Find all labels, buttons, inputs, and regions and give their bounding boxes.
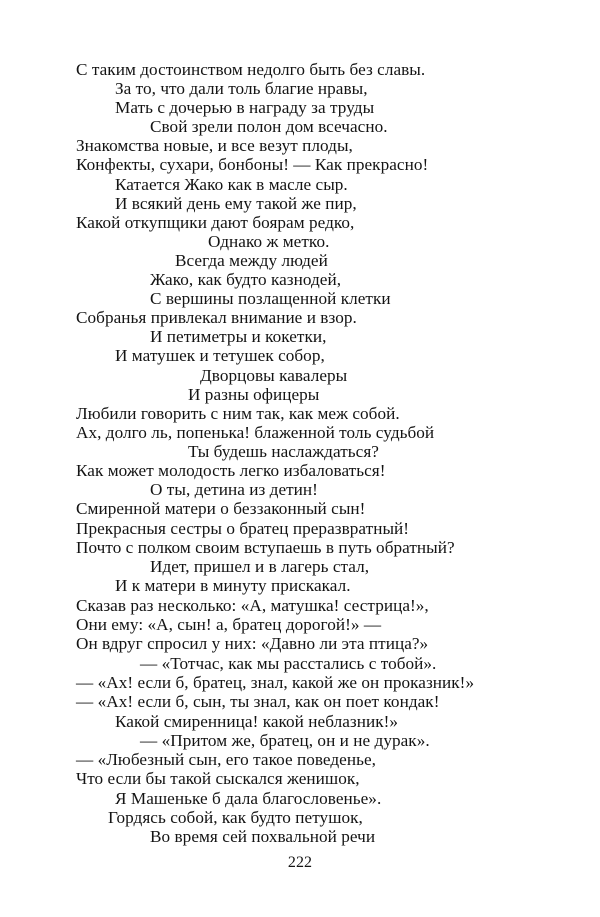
verse-line: Мать с дочерью в награду за труды xyxy=(115,98,375,118)
verse-line: Как может молодость легко избаловаться! xyxy=(76,460,386,480)
verse-line: Катается Жако как в масле сыр. xyxy=(115,174,348,194)
verse-line: Свой зрели полон дом всечасно. xyxy=(150,117,388,137)
verse-line: С вершины позлащенной клетки xyxy=(150,289,391,309)
verse-line: Почто с полком своим вступаешь в путь обратный? xyxy=(76,537,455,557)
verse-line: Какой откупщики дают боярам редко, xyxy=(76,212,355,232)
verse-line: Однако ж метко. xyxy=(208,231,330,251)
verse-line: Что если бы такой сыскался женишок, xyxy=(76,769,360,789)
verse-line: О ты, детина из детин! xyxy=(150,480,318,499)
stanza-1 xyxy=(0,60,600,480)
verse-line: Во время сей похвальной речи xyxy=(150,827,376,847)
verse-line: Смиренной матери о беззаконный сын! xyxy=(76,499,366,519)
verse-line: Он вдруг спросил у них: «Давно ли эта птица?» xyxy=(76,634,429,654)
verse-line: Всегда между людей xyxy=(175,250,328,270)
verse-line: Гордясь собой, как будто петушок, xyxy=(108,808,363,828)
verse-line: Идет, пришел и в лагерь стал, xyxy=(150,557,370,577)
verse-line: За то, что дали толь благие нравы, xyxy=(115,79,368,99)
verse-line: И разны офицеры xyxy=(188,384,320,404)
verse-line: Прекрасныя сестры о братец преразвратный! xyxy=(76,518,410,538)
stanza-2 xyxy=(0,480,600,847)
verse-line: — «Тотчас, как мы расстались с тобой». xyxy=(140,653,437,673)
verse-line: Собранья привлекал внимание и взор. xyxy=(76,308,357,328)
verse-line: Они ему: «А, сын! а, братец дорогой!» — xyxy=(76,615,382,635)
verse-line: Ах, долго ль, попенька! блаженной толь судьбой xyxy=(76,422,435,442)
verse-line: И к матери в минуту прискакал. xyxy=(115,576,351,596)
verse-line: Жако, как будто казнодей, xyxy=(150,270,342,290)
verse-line: — «Ах! если б, братец, знал, какой же он проказник!» xyxy=(76,672,475,692)
verse-line: Любили говорить с ним так, как меж собой. xyxy=(76,403,400,423)
verse-line: И петиметры и кокетки, xyxy=(150,327,327,347)
verse-line: Знакомства новые, и все везут плоды, xyxy=(76,136,353,156)
verse-line: Какой смиренница! какой неблазник!» xyxy=(115,711,399,731)
verse-line: И всякий день ему такой же пир, xyxy=(115,193,357,213)
page-number: 222 xyxy=(287,854,313,871)
verse-line: — «Ах! если б, сын, ты знал, как он поет кондак! xyxy=(76,692,440,712)
verse-line: Я Машеньке б дала благословенье». xyxy=(115,788,382,808)
verse-line: Ты будешь наслаждаться? xyxy=(188,441,379,461)
verse-line: Сказав раз несколько: «А, матушка! сестрица!», xyxy=(76,595,429,615)
verse-line: — «Любезный сын, его такое поведенье, xyxy=(76,750,377,770)
verse-line: — «Притом же, братец, он и не дурак». xyxy=(140,730,430,750)
verse-line: С таким достоинством недолго быть без славы. xyxy=(76,60,426,79)
verse-line: Конфекты, сухари, бонбоны! — Как прекрасно! xyxy=(76,155,429,175)
verse-line: Дворцовы кавалеры xyxy=(200,365,348,385)
verse-line: И матушек и тетушек собор, xyxy=(115,346,325,366)
